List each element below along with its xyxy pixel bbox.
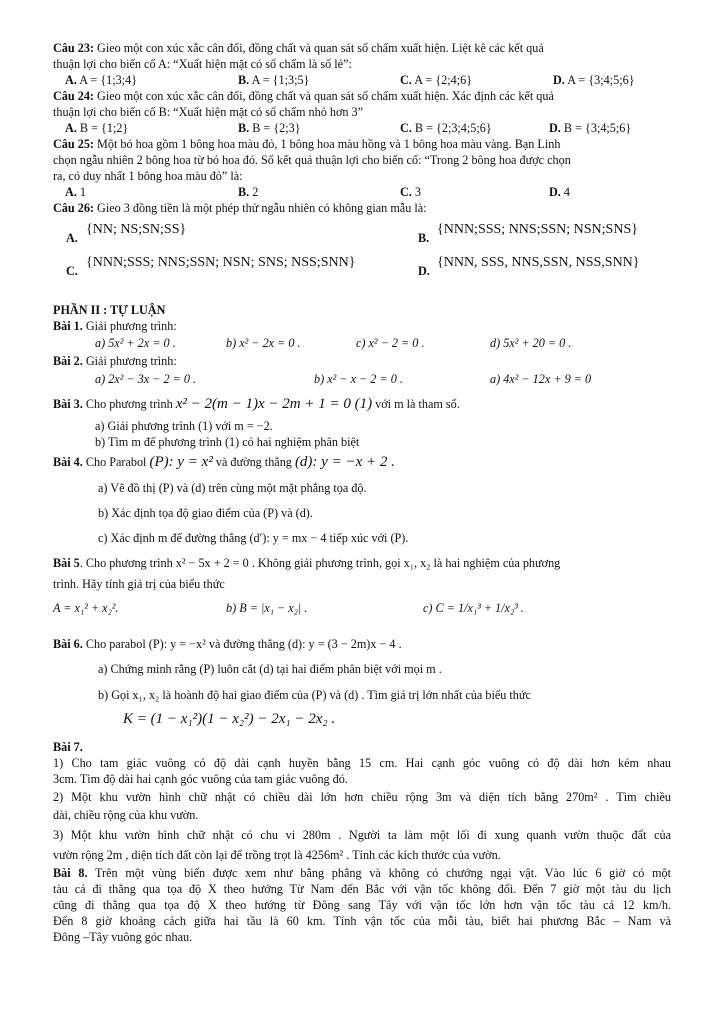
q25-option-d[interactable]: D. 4 xyxy=(549,185,570,199)
q26-option-a[interactable]: A. xyxy=(66,231,78,245)
q25-line1 xyxy=(53,137,560,152)
bai1-b: b) x² − 2x = 0 . xyxy=(226,336,301,350)
q24-line1 xyxy=(53,89,554,104)
q23-text: Gieo một con xúc xắc cân đối, đồng chất và quan sát số chấm xuất hiện. Liệt kê các kết quả xyxy=(97,41,544,55)
bai5-line1: Bài 5. Cho phương trình x² − 5x + 2 = 0 . Không giải phương trình, gọi x₁, x₂ là hai nghiệm của phương xyxy=(53,556,561,570)
q24-option-d[interactable]: D. B = {3;4;5;6} xyxy=(549,121,632,135)
bai4-c: c) Xác định m để đường thẳng (d′): y = mx − 4 tiếp xúc với (P). xyxy=(98,531,409,545)
bai7-label: Bài 7. xyxy=(53,740,83,754)
bai8-line1: Bài 8. Trên một vùng biển được xem như bằng phẳng và không có chướng ngại vật. Vào lúc 6 giờ có một xyxy=(53,866,672,880)
bai5-c: c) C = 1/x₁³ + 1/x₂³ . xyxy=(423,601,524,615)
q26-option-c[interactable]: C. xyxy=(66,264,78,278)
bai7-p2-line2: dài, chiều rộng của khu vườn. xyxy=(53,808,199,822)
bai6-b: b) Gọi x₁, x₂ là hoành độ hai giao điểm của (P) và (d) . Tìm giá trị lớn nhất của biểu thức xyxy=(98,688,531,702)
q24-line2: thuận lợi cho biến cố B: “Xuất hiện mặt có số chấm nhỏ hơn 3” xyxy=(53,105,364,119)
q26-line1 xyxy=(53,201,427,216)
q25-option-c[interactable]: C. 3 xyxy=(400,185,421,199)
bai2-title-line: Bài 2. Giải phương trình: xyxy=(53,354,177,368)
bai8-line3: cũng đi thẳng qua tọa độ X theo hướng từ Đông sang Tây với vận tốc lớn hơn vận tốc tàu cá 12 km/h. xyxy=(53,898,671,912)
q23-option-a[interactable]: A. A = {1;3;4} xyxy=(65,73,138,87)
q26-option-a-set: {NN; NS;SN;SS} xyxy=(86,222,187,237)
q23-option-b[interactable]: B. A = {1;3;5} xyxy=(238,73,310,87)
bai3-title-line: Bài 3. Cho phương trình x² − 2(m − 1)x − 2m + 1 = 0 (1) với m là tham số. xyxy=(53,396,460,412)
q24-text: Gieo một con xúc xắc cân đối, đồng chất và quan sát số chấm xuất hiện. Xác định các kết quả xyxy=(97,89,554,103)
bai5-b: b) B = |x₁ − x₂| . xyxy=(226,601,308,615)
part2-heading: PHẦN II : TỰ LUẬN xyxy=(53,303,166,317)
bai7-p1-line1: 1) Cho tam giác vuông có độ dài cạnh huyền bằng 15 cm. Hai cạnh góc vuông có độ dài hơn kém nhau xyxy=(53,756,671,770)
bai5-a: A = x₁² + x₂². xyxy=(53,601,119,615)
q26-option-b[interactable]: B. xyxy=(418,231,430,245)
bai5-line2: trình. Hãy tính giá trị của biểu thức xyxy=(53,577,225,591)
q25-option-b[interactable]: B. 2 xyxy=(238,185,259,199)
q24-option-b[interactable]: B. B = {2;3} xyxy=(238,121,301,135)
q26-option-c-set: {NNN;SSS; NNS;SSN; NSN; SNS; NSS;SNN} xyxy=(86,255,356,270)
q25-option-a[interactable]: A. 1 xyxy=(65,185,86,199)
q23-option-d[interactable]: D. A = {3;4;5;6} xyxy=(553,73,635,87)
bai7-p1-line2: 3cm. Tìm độ dài hai cạnh góc vuông của tam giác vuông đó. xyxy=(53,772,348,786)
q26-option-d-set: {NNN, SSS, NNS,SSN, NSS,SNN} xyxy=(437,255,640,270)
q26-option-b-set: {NNN;SSS; NNS;SSN; NSN;SNS} xyxy=(437,222,638,237)
bai4-a: a) Vẽ đồ thị (P) và (d) trên cùng một mặt phẳng tọa độ. xyxy=(98,481,367,495)
bai1-title-line: Bài 1. Giải phương trình: xyxy=(53,319,177,333)
bai1-d: d) 5x² + 20 = 0 . xyxy=(490,336,572,350)
q26-label: Câu 26: xyxy=(53,201,94,215)
bai6-line: Bài 6. Cho parabol (P): y = −x² và đường thẳng (d): y = (3 − 2m)x − 4 . xyxy=(53,637,402,651)
bai8-line5: Đông –Tây vuông góc nhau. xyxy=(53,930,193,944)
bai2-b: b) x² − x − 2 = 0 . xyxy=(314,372,403,386)
q23-line1 xyxy=(53,41,671,56)
q25-line2: chọn ngẫu nhiên 2 bông hoa từ bó hoa đó. Số kết quả thuận lợi cho biến cố: “Trong 2 bông hoa được chọn xyxy=(53,153,571,167)
q23-option-c[interactable]: C. A = {2;4;6} xyxy=(400,73,473,87)
bai4-b: b) Xác định tọa độ giao điểm của (P) và (d). xyxy=(98,506,313,520)
bai1-a: a) 5x² + 2x = 0 . xyxy=(95,336,176,350)
bai3-a: a) Giải phương trình (1) với m = −2. xyxy=(95,419,273,433)
q24-option-c[interactable]: C. B = {2;3;4;5;6} xyxy=(400,121,492,135)
q26-option-d[interactable]: D. xyxy=(418,264,430,278)
q25-label: Câu 25: xyxy=(53,137,94,151)
bai6-a: a) Chứng minh rằng (P) luôn cắt (d) tại hai điểm phân biệt với mọi m . xyxy=(98,662,442,676)
bai4-title-line: Bài 4. Cho Parabol (P): y = x² và đường thẳng (d): y = −x + 2 . xyxy=(53,454,395,470)
q23-line2: thuận lợi cho biến cố A: “Xuất hiện mặt có số chấm là số lẻ”: xyxy=(53,57,352,71)
q24-option-a[interactable]: A. B = {1;2} xyxy=(65,121,129,135)
q23-label: Câu 23: xyxy=(53,41,94,55)
q24-label: Câu 24: xyxy=(53,89,94,103)
bai7-p3-line2: vườn rộng 2m , diện tích đất còn lại để trồng trọt là 4256m² . Tính các kích thước của vườn. xyxy=(53,848,501,862)
q25-text: Một bó hoa gồm 1 bông hoa màu đỏ, 1 bông hoa màu hồng và 1 bông hoa màu vàng. Bạn Linh xyxy=(97,137,561,151)
bai8-line2: tàu cá đi thẳng qua tọa độ X theo hướng Từ Nam đến Bắc với vận tốc không đổi. Đến 7 giờ một tàu du lịch xyxy=(53,882,671,896)
q25-line3: ra, có duy nhất 1 bông hoa màu đỏ” là: xyxy=(53,169,243,183)
bai7-p2-line1: 2) Một khu vườn hình chữ nhật có chiều dài lớn hơn chiều rộng 3m và diện tích bằng 270m² . Tìm chiều xyxy=(53,790,671,804)
bai1-c: c) x² − 2 = 0 . xyxy=(356,336,425,350)
bai6-k: K = (1 − x₁²)(1 − x₂²) − 2x₁ − 2x₂ . xyxy=(123,711,336,727)
bai3-b: b) Tìm m để phương trình (1) có hai nghiệm phân biệt xyxy=(95,435,360,449)
q26-text: Gieo 3 đồng tiền là một phép thử ngẫu nhiên có không gian mẫu là: xyxy=(97,201,427,215)
bai7-p3-line1: 3) Một khu vườn hình chữ nhật có chu vi 280m . Người ta làm một lối đi xung quanh vườn thuộc đất của xyxy=(53,828,671,842)
bai8-line4: Đến 8 giờ khoảng cách giữa hai tầu là 60 km. Tính vận tốc của mỗi tàu, biết hai phương Bắc – Nam và xyxy=(53,914,671,928)
bai2-c: a) 4x² − 12x + 9 = 0 xyxy=(490,372,592,386)
bai2-a: a) 2x² − 3x − 2 = 0 . xyxy=(95,372,197,386)
